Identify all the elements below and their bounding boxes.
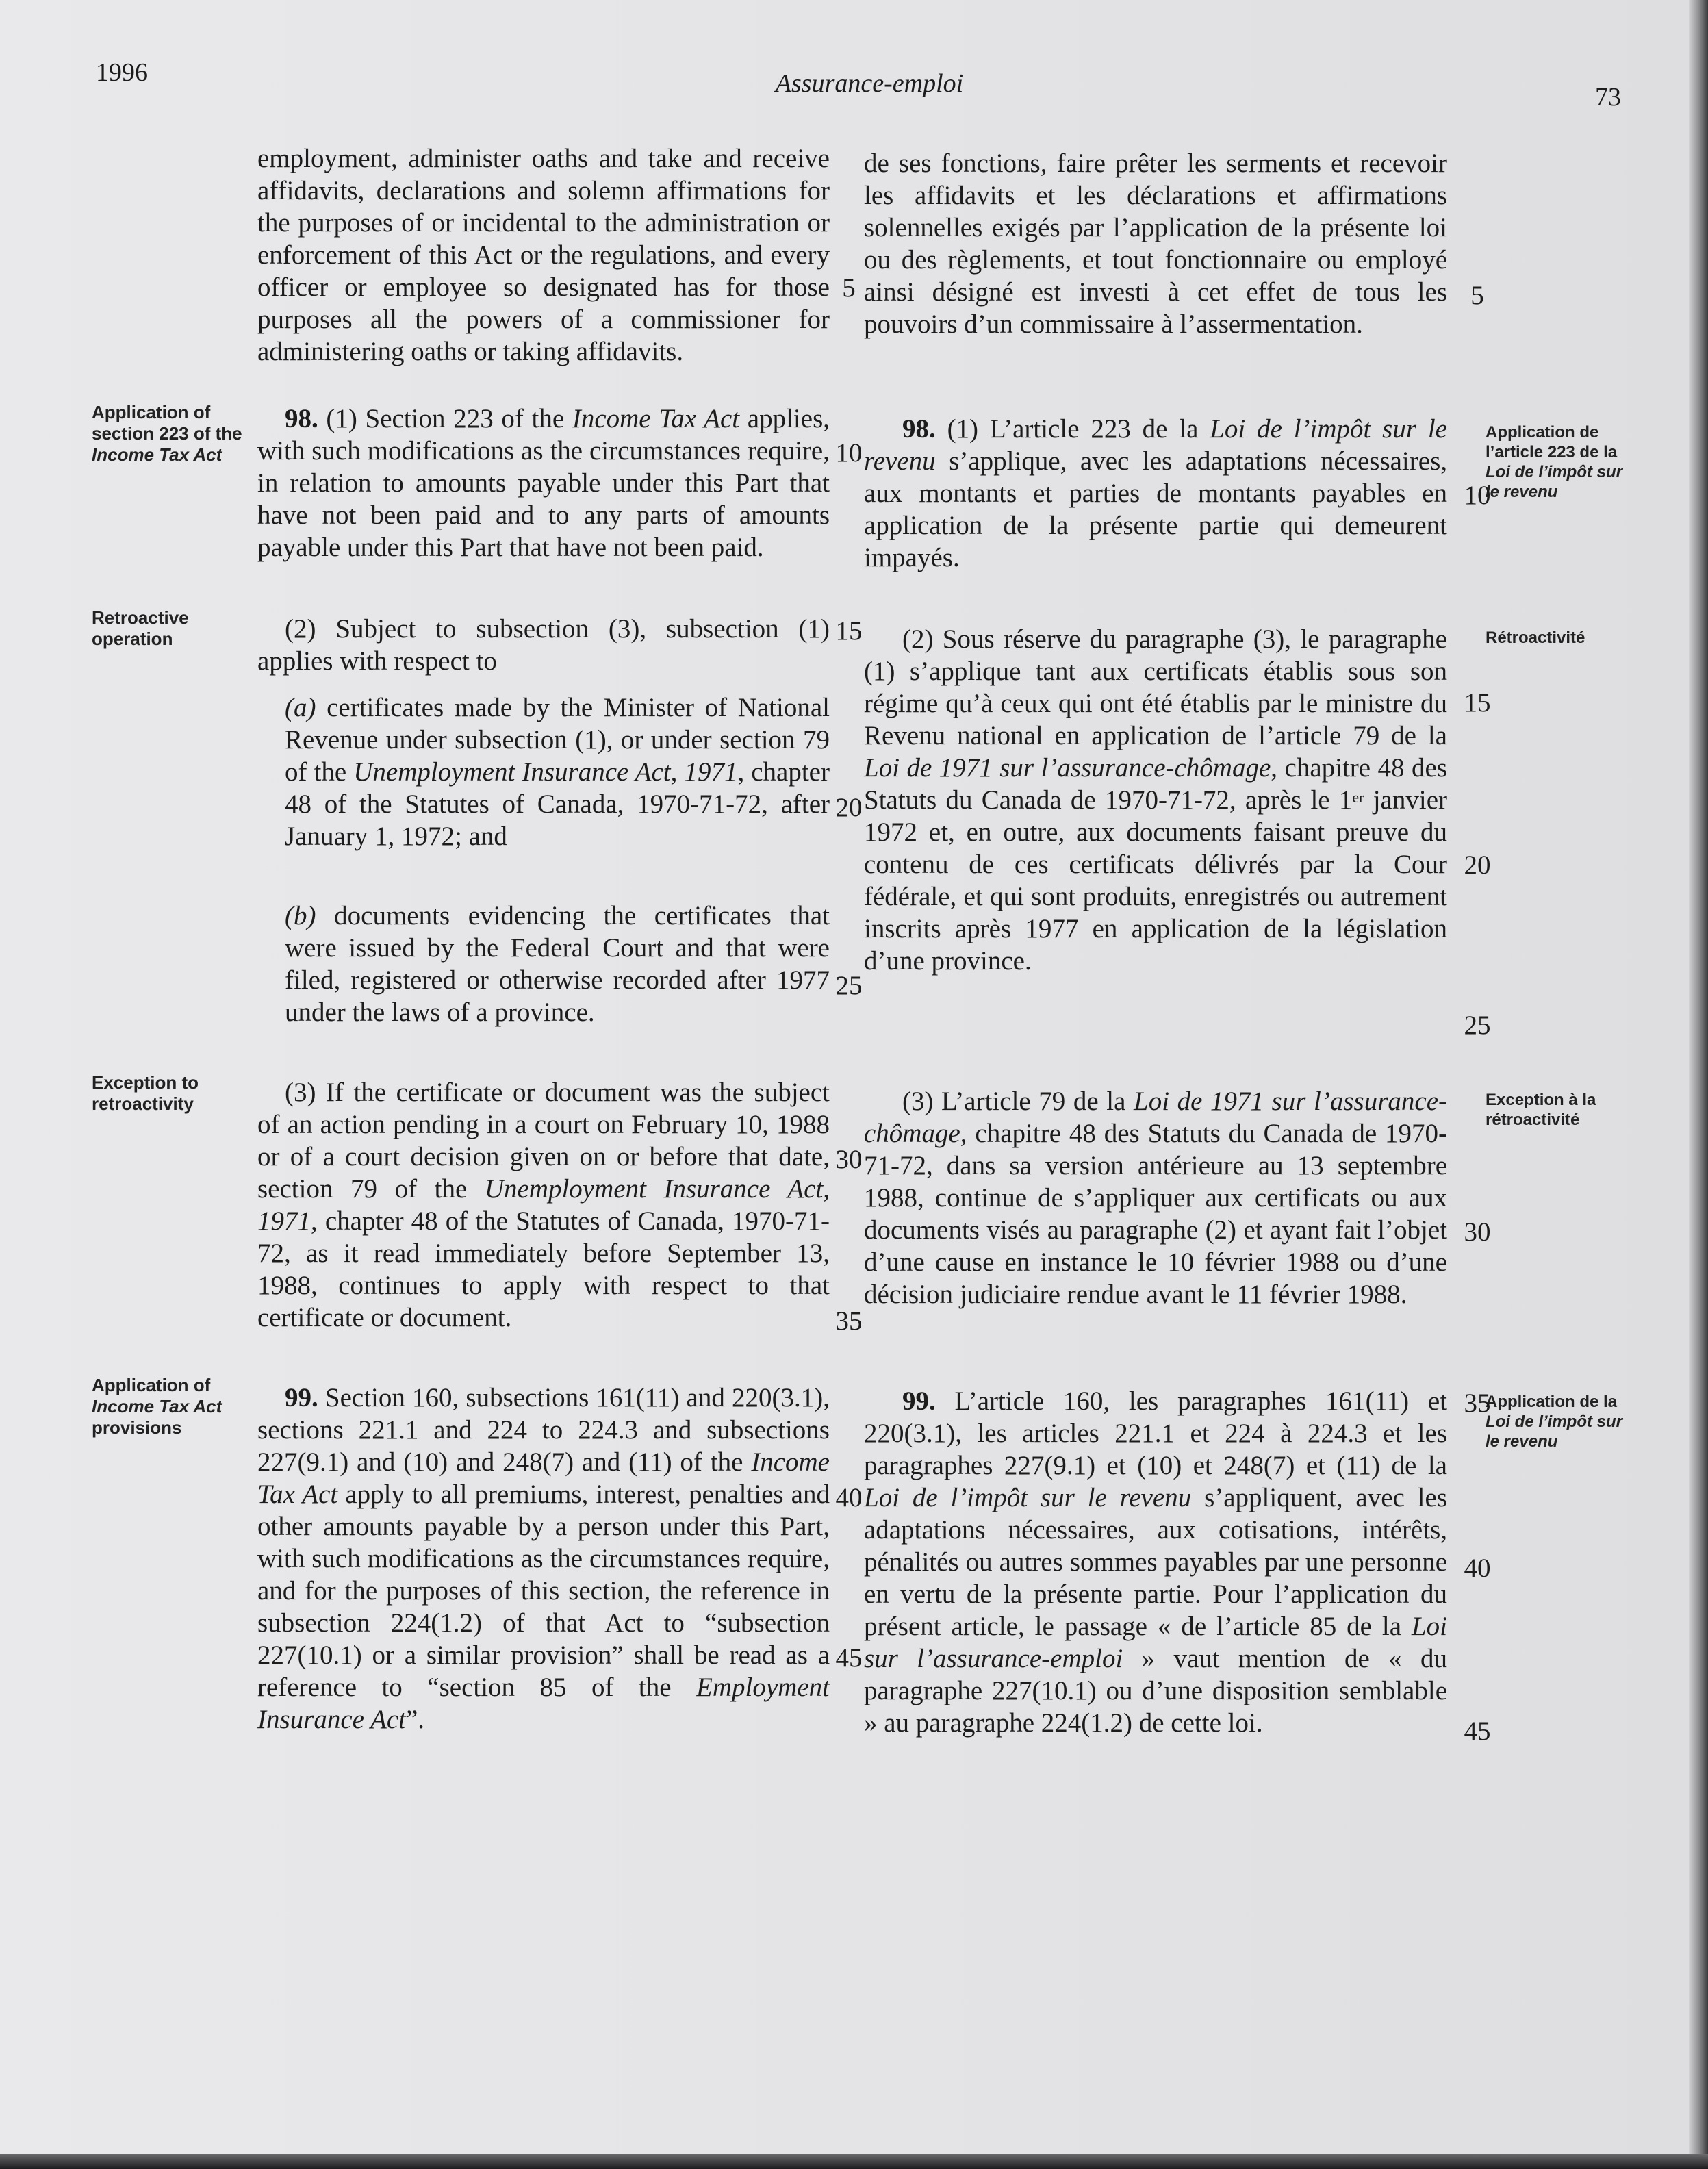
marginal-note-fr-retroactivite: Rétroactivité [1486,629,1585,647]
fr-section-98-3: (3) L’article 79 de la Loi de 1971 sur l’assurance-chômage, chapitre 48 des Statuts du Canada de 1970-71-72, dans sa version antérieure au 13 septembre 1988, continue de s’appliquer aux certificats ou aux documents visés au paragraphe (2) et ayant fait l’objet d’une cause en instance le 10 février 1988 ou d’une décision judiciaire rendue avant le 11 février 1988. [864,1087,1448,1309]
line-number: 10 [835,438,863,468]
fr-section-98-2: (2) Sous réserve du paragraphe (3), le paragraphe (1) s’applique tant aux certificats établis sous son régime qu’à ceux qui ont été établis par le ministre du Revenu national en application de l’article 79 de la Loi de 1971 sur l’assurance-chômage, chapitre 48 des Statuts du Canada de 1970-71-72, après le 1er janvier 1972 et, en outre, aux documents faisant preuve du contenu de ces certificats délivrés par la Cour fédérale, et qui sont produits, enregistrés ou autrement inscrits après 1977 en application de la législation d’une province. [864,624,1448,976]
line-number: 15 [1464,688,1491,718]
marginal-note-en-retroactive: Retroactive operation [92,607,189,649]
header-title: Assurance-emploi [775,69,964,98]
line-number: 10 [1464,481,1491,510]
fr-section-99: 99. L’article 160, les paragraphes 161(11) et 220(3.1), les articles 221.1 et 224 à 224.3 et les paragraphes 227(9.1) et (10) et 248(7) et (11) de la Loi de l’impôt sur le revenu s’appliquent, avec les adaptations nécessaires, aux cotisations, intérêts, pénalités ou autres sommes payables par une personne en vertu de la présente partie. Pour l’application du présent article, le passage « de l’article 85 de la Loi sur l’assurance-emploi » vaut mention de « du paragraphe 227(10.1) ou d’une disposition semblable » au paragraphe 224(1.2) de cette loi. [864,1386,1447,1738]
scan-edge-bottom [0,2154,1708,2169]
line-number: 25 [1464,1011,1491,1040]
en-section-98-2-a: (a) certificates made by the Minister of National Revenue under subsection (1), or under section 79 of the Unemployment Insurance Act, 1971, chapter 48 of the Statutes of Canada, 1970-71-72, after January 1, 1972; and [285,693,830,851]
header-year: 1996 [96,58,148,87]
line-number: 30 [835,1145,863,1174]
en-section-99: 99. Section 160, subsections 161(11) and 220(3.1), sections 221.1 and 224 to 224.3 and subsections 227(9.1) and (10) and 248(7) and (11) of the Income Tax Act apply to all premiums, interest, penalties and other amounts payable by a person under this Part, with such modifications as the circumstances require, and for the purposes of this section, the reference in subsection 224(1.2) of that Act to “subsection 227(10.1) or a similar provision” shall be read as a reference to “section 85 of the Employment Insurance Act”. [257,1383,830,1734]
line-number: 5 [1470,281,1484,310]
line-number: 30 [1464,1217,1491,1247]
line-number: 35 [1464,1388,1491,1418]
en-section-98-number: 98. [285,404,318,433]
fr-section-98-number: 98. [902,414,936,444]
line-number: 45 [1464,1716,1491,1746]
line-number: 25 [835,971,863,1000]
marginal-note-fr-exception: Exception à la rétroactivité [1486,1091,1596,1129]
fr-continuation-paragraph: de ses fonctions, faire prêter les serments et recevoir les affidavits et les déclarations et affirmations solennelles exigés par l’application de la présente loi ou des règlements, et tout fonctionnaire ou employé ainsi désigné est investi à cet effet de tous les pouvoirs d’un commissaire à l’assermentation. [864,149,1447,339]
en-continuation-paragraph: employment, administer oaths and take and receive affidavits, declarations and solemn affirmations for the purposes of or incidental to the administration or enforcement of this Act or the regulations, and every officer or employee so designated has for those purposes all the powers of a commissioner for administering oaths or taking affidavits. [257,144,830,366]
line-number: 5 [842,273,856,303]
marginal-note-fr-application-lir: Application de la Loi de l’impôt sur le revenu [1486,1393,1623,1451]
en-section-98-3: (3) If the certificate or document was the subject of an action pending in a court on February 10, 1988 or of a court decision given on or before that date, section 79 of the Unemployment Insurance Act, 1971, chapter 48 of the Statutes of Canada, 1970-71-72, as it read immediately before September 13, 1988, continues to apply with respect to that certificate or document. [257,1078,830,1332]
line-number: 40 [835,1483,863,1512]
line-number: 20 [1464,850,1491,880]
line-number: 35 [835,1306,863,1336]
fr-section-98-1: 98. (1) L’article 223 de la Loi de l’impôt sur le revenu s’applique, avec les adaptations nécessaires, aux montants et parties de montants payables en application de la présente partie qui demeurent impayés. [864,414,1447,572]
en-section-98-2: (2) Subject to subsection (3), subsection (1) applies with respect to [257,614,830,676]
marginal-note-en-application-223: Application of section 223 of the Income Tax Act [92,402,242,465]
line-number: 15 [835,616,863,646]
scan-edge-right [1689,0,1708,2169]
marginal-note-fr-application-223: Application de l’article 223 de la Loi de l’impôt sur le revenu [1486,423,1623,501]
fr-section-99-number: 99. [902,1386,936,1416]
en-section-98-2-b: (b) documents evidencing the certificates that were issued by the Federal Court and that were filed, registered or otherwise recorded after 1977 under the laws of a province. [285,901,830,1027]
line-number: 20 [835,793,863,822]
en-section-98-1: 98. (1) Section 223 of the Income Tax Act applies, with such modifications as the circumstances require, in relation to amounts payable under this Part that have not been paid and to any parts of amounts payable under this Part that have not been paid. [257,404,830,562]
page-number: 73 [1595,83,1621,112]
en-section-99-number: 99. [285,1383,318,1412]
line-number: 40 [1464,1553,1491,1583]
marginal-note-en-exception: Exception to retroactivity [92,1072,199,1114]
line-number: 45 [835,1643,863,1673]
marginal-note-en-application-ita: Application of Income Tax Act provisions [92,1375,222,1438]
